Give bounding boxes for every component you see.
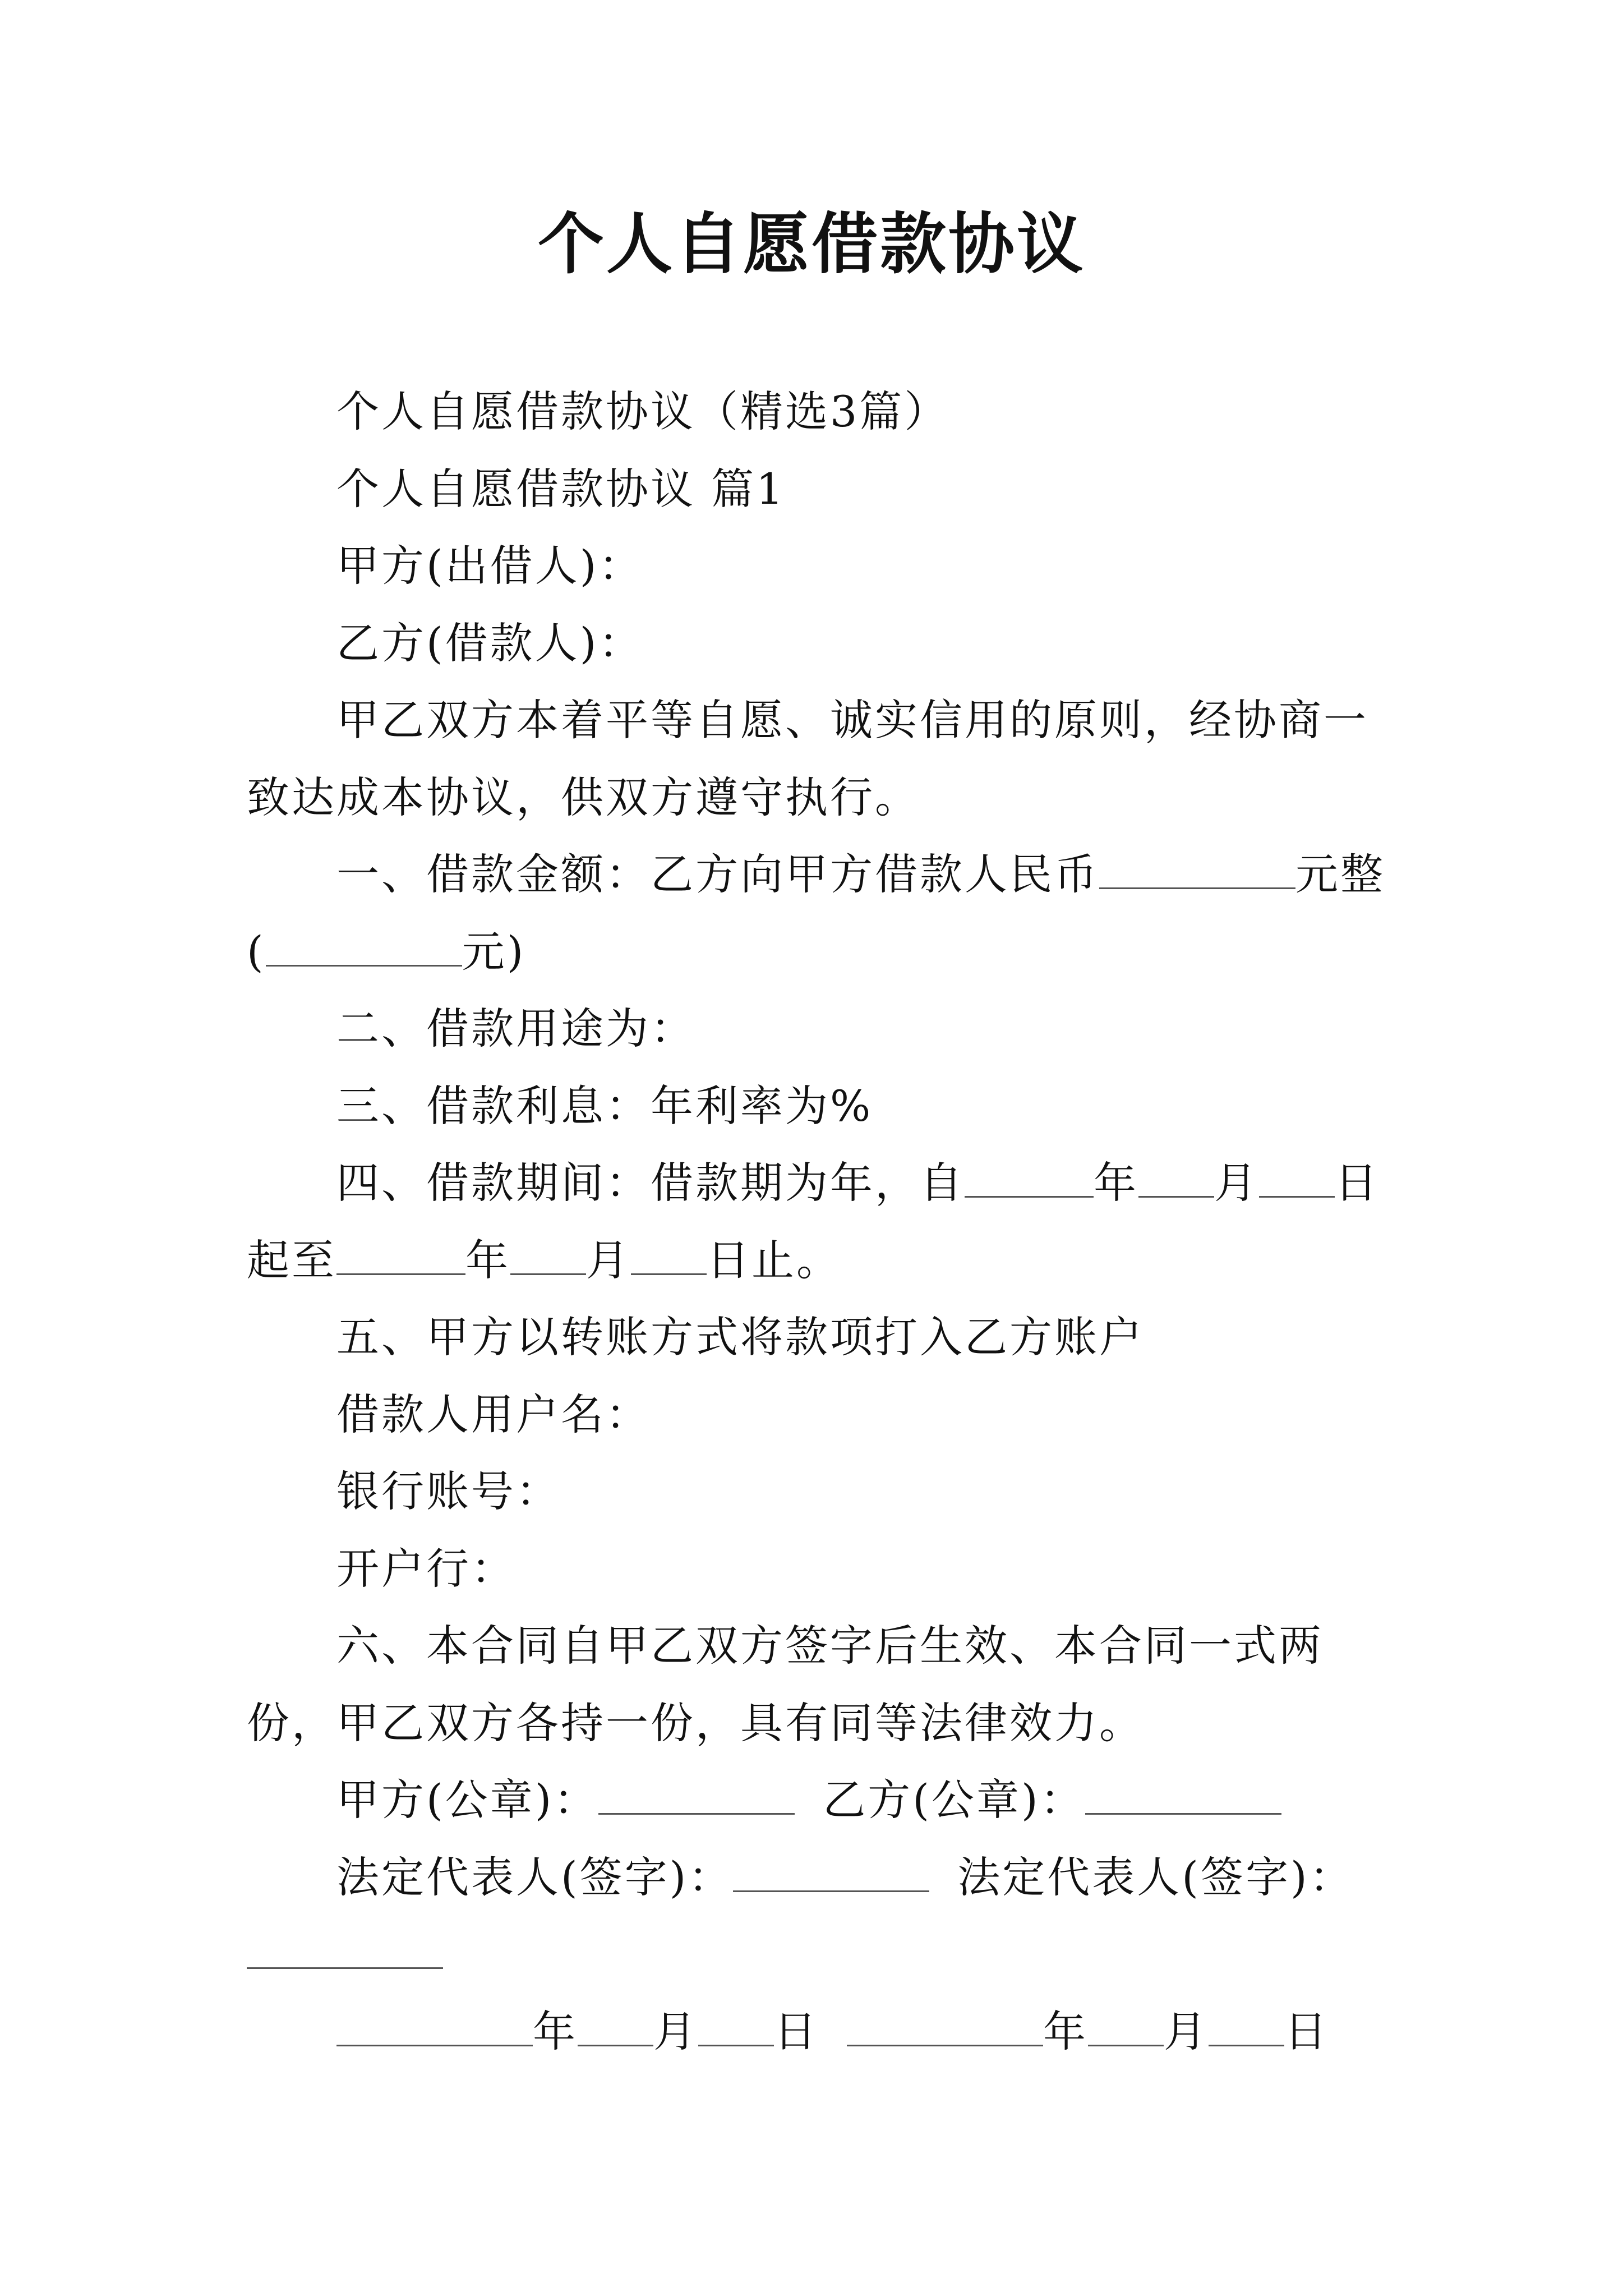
intro-line: 个人自愿借款协议（精选3篇） [336, 386, 949, 436]
party-a-seal-blank [598, 1777, 795, 1815]
end-month-blank [510, 1237, 586, 1275]
date-line [247, 1993, 1391, 2070]
start-year-blank [965, 1160, 1094, 1198]
party-b-line: 乙方(借款人)： [336, 618, 644, 668]
clause-1-suffix: 元整 [1295, 849, 1385, 899]
rep-a-label: 法定代表人(签字)： [336, 1852, 734, 1902]
amount-blank [1099, 852, 1295, 889]
section-heading: 个人自愿借款协议 篇1 [336, 463, 786, 514]
clause-2: 二、借款用途为： [336, 1004, 695, 1053]
date-b-day: 日 [1284, 2006, 1329, 2056]
date-b-month-blank [1088, 2009, 1164, 2046]
party-a-seal-label: 甲方(公章)： [336, 1775, 599, 1825]
end-month-label: 月 [586, 1235, 631, 1285]
rep-a-blank [733, 1855, 929, 1892]
date-a-day: 日 [774, 2006, 819, 2056]
date-b-year-blank [847, 2009, 1043, 2046]
party-b-seal-blank [1085, 1777, 1281, 1815]
clause-6: 六、本合同自甲乙双方签字后生效、本合同一式两份，甲乙双方各持一份，具有同等法律效力。 [247, 1621, 1324, 1748]
amount-digits-blank [266, 929, 462, 967]
start-day-blank [1259, 1160, 1335, 1198]
end-label: 日止。 [707, 1235, 841, 1285]
representative-line [247, 1839, 1391, 1916]
rep-b-label: 法定代表人(签字)： [957, 1852, 1354, 1902]
clause-1-paren-close: 元) [462, 926, 526, 977]
date-a-day-blank [698, 2009, 774, 2046]
bank-account-line: 银行账号： [336, 1466, 561, 1516]
start-day-label: 日 [1335, 1158, 1380, 1208]
date-b-day-blank [1209, 2009, 1284, 2046]
account-name-line: 借款人用户名： [336, 1389, 651, 1439]
start-month-label: 月 [1214, 1158, 1259, 1208]
clause-5: 五、甲方以转账方式将款项打入乙方账户 [336, 1312, 1144, 1362]
clause-1-paren-open: ( [247, 926, 266, 977]
preamble-paragraph: 甲乙双方本着平等自愿、诚实信用的原则，经协商一致达成本协议，供双方遵守执行。 [247, 695, 1368, 822]
from-to-label: 起至 [247, 1235, 336, 1285]
bank-branch-line: 开户行： [336, 1543, 516, 1594]
end-year-label: 年 [465, 1235, 510, 1285]
start-month-blank [1138, 1160, 1214, 1198]
end-year-blank [336, 1237, 465, 1275]
start-year-label: 年 [1094, 1158, 1138, 1208]
clause-4-prefix: 四、借款期间：借款期为年，自 [336, 1158, 965, 1208]
rep-b-blank [247, 1931, 443, 1969]
date-b-month: 月 [1164, 2006, 1209, 2056]
date-a-month-blank [578, 2009, 653, 2046]
date-a-year-blank [336, 2009, 533, 2046]
clause-1-prefix: 一、借款金额：乙方向甲方借款人民币 [336, 849, 1099, 899]
date-a-month: 月 [653, 2006, 698, 2056]
date-b-year: 年 [1043, 2006, 1088, 2056]
clause-3: 三、借款利息：年利率为% [336, 1080, 873, 1131]
end-day-blank [631, 1237, 707, 1275]
date-a-year: 年 [533, 2006, 578, 2056]
clause-1 [247, 836, 1391, 990]
document-body [247, 373, 1391, 2070]
clause-4 [247, 1144, 1391, 1299]
seal-line [247, 1761, 1391, 1839]
party-b-seal-label: 乙方(公章)： [823, 1775, 1085, 1825]
rep-b-blank-line [247, 1916, 1391, 1993]
party-a-line: 甲方(出借人)： [336, 541, 644, 591]
document-title: 个人自愿借款协议 [537, 205, 1085, 283]
